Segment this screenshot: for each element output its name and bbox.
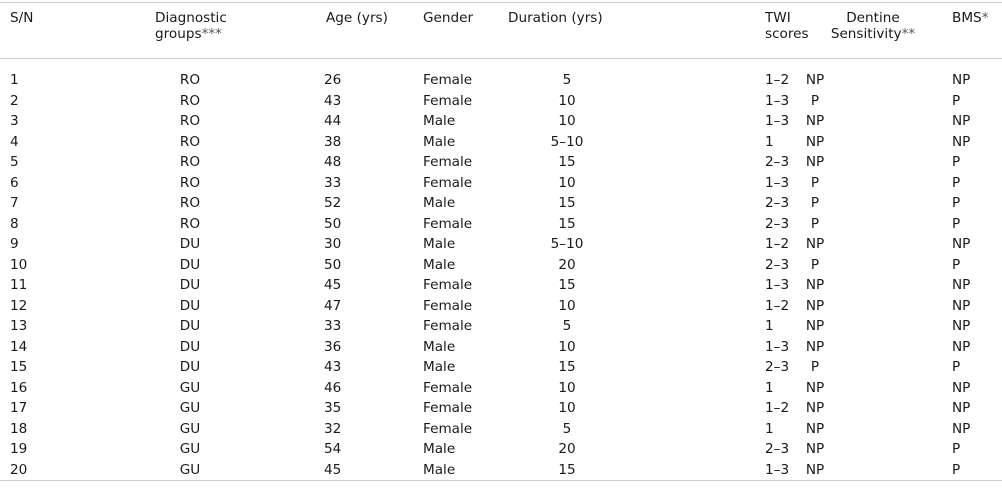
- cell-dentine-sensitivity: NP: [805, 441, 825, 457]
- header-dentine-sensitivity: Dentine Sensitivity**: [794, 3, 952, 59]
- cell-twi-score: 1–3: [765, 460, 794, 481]
- cell-gender: Female: [423, 420, 473, 437]
- cell-dentine-sensitivity: P: [810, 215, 820, 232]
- cell-twi-score: 1–3: [765, 113, 790, 129]
- table-body: [0, 59, 1002, 481]
- cell-gender: Male: [423, 359, 456, 375]
- cell-duration: 20: [558, 441, 576, 457]
- cell-bms: P: [952, 215, 961, 232]
- cell-twi-score: 1–3: [765, 277, 790, 293]
- cell-bms: P: [952, 174, 961, 191]
- cell-twi-score: 1: [765, 318, 774, 334]
- cell-diagnostic-group: GU: [56, 460, 324, 481]
- cell-age: 44: [324, 113, 342, 129]
- cell-duration: 10: [558, 113, 576, 129]
- cell-age: 33: [324, 318, 342, 334]
- cell-age: 43: [324, 359, 342, 375]
- cell-gender: Male: [423, 441, 456, 457]
- cell-diagnostic-group: DU: [179, 297, 201, 314]
- table-row: [0, 378, 1002, 399]
- cell-gender: Female: [423, 174, 473, 191]
- cell-dentine-sensitivity: NP: [805, 154, 825, 170]
- cell-duration: 5: [562, 72, 572, 88]
- cell-sn: 6: [10, 174, 19, 191]
- cell-duration: 10: [558, 297, 576, 314]
- cell-age: 38: [324, 133, 342, 150]
- cell-duration: 5: [562, 318, 572, 334]
- cell-diagnostic-group: RO: [179, 92, 201, 109]
- cell-twi-score: 2–3: [765, 215, 790, 232]
- table-row: [0, 91, 1002, 112]
- cell-duration: 10: [558, 174, 576, 191]
- header-sn: S/N: [0, 3, 56, 59]
- cell-age: 43: [324, 92, 342, 109]
- cell-gender: Female: [423, 215, 473, 232]
- cell-twi-score: 1–3: [765, 174, 790, 191]
- cell-dentine-sensitivity: NP: [794, 460, 952, 481]
- cell-duration: 5: [562, 420, 572, 437]
- cell-dentine-sensitivity: P: [810, 195, 820, 211]
- cell-sn: 8: [10, 215, 19, 232]
- footnote-mark-diagnostic: ***: [201, 26, 222, 42]
- table-row: [0, 132, 1002, 153]
- cell-age: 50: [324, 215, 342, 232]
- cell-twi-score: 1: [765, 379, 774, 396]
- cell-bms: P: [952, 92, 961, 109]
- cell-duration: 5–10: [550, 133, 584, 150]
- cell-gender: Male: [423, 195, 456, 211]
- cell-diagnostic-group: RO: [179, 174, 201, 191]
- cell-duration: 20: [558, 256, 576, 273]
- cell-diagnostic-group: DU: [179, 277, 201, 293]
- cell-gender: Female: [423, 277, 473, 293]
- cell-duration: 10: [558, 338, 576, 355]
- cell-sn: 19: [10, 441, 28, 457]
- cell-bms: P: [952, 154, 961, 170]
- cell-diagnostic-group: RO: [179, 133, 201, 150]
- cell-dentine-sensitivity: NP: [805, 72, 825, 88]
- header-row: [0, 3, 1002, 59]
- cell-duration: 15: [558, 359, 576, 375]
- cell-dentine-sensitivity: NP: [805, 133, 825, 150]
- table-row: [0, 357, 1002, 378]
- cell-sn: 13: [10, 318, 28, 334]
- cell-twi-score: 1: [765, 133, 774, 150]
- cell-bms: NP: [952, 318, 971, 334]
- cell-diagnostic-group: GU: [179, 441, 201, 457]
- cell-gender: Male: [423, 113, 456, 129]
- table-row: [0, 214, 1002, 235]
- spacer-row: [0, 59, 1002, 71]
- cell-age: 26: [324, 72, 342, 88]
- cell-dentine-sensitivity: P: [810, 174, 820, 191]
- cell-dentine-sensitivity: P: [810, 92, 820, 109]
- cell-age: 45: [324, 277, 342, 293]
- cell-diagnostic-group: GU: [179, 420, 201, 437]
- cell-twi-score: 2–3: [765, 441, 790, 457]
- cell-diagnostic-group: GU: [179, 379, 201, 396]
- cell-bms: NP: [952, 420, 971, 437]
- cell-sn: 20: [0, 460, 56, 481]
- cell-bms: P: [952, 195, 961, 211]
- table-row: [0, 316, 1002, 337]
- cell-age: 30: [324, 236, 342, 252]
- cell-dentine-sensitivity: NP: [805, 318, 825, 334]
- cell-diagnostic-group: RO: [179, 195, 201, 211]
- cell-bms: P: [952, 441, 961, 457]
- cell-bms: NP: [952, 133, 971, 150]
- header-age: Age (yrs): [324, 3, 407, 59]
- cell-duration: 15: [558, 215, 576, 232]
- cell-bms: P: [952, 359, 961, 375]
- table-row: [0, 296, 1002, 317]
- cell-gender: Female: [423, 72, 473, 88]
- cell-bms: P: [952, 256, 961, 273]
- cell-sn: 11: [10, 277, 28, 293]
- cell-dentine-sensitivity: P: [810, 359, 820, 375]
- table-row: [0, 337, 1002, 358]
- cell-dentine-sensitivity: NP: [805, 420, 825, 437]
- cell-bms: NP: [952, 379, 971, 396]
- cell-bms: NP: [952, 338, 971, 355]
- cell-twi-score: 1–3: [765, 338, 790, 355]
- table-row: [0, 419, 1002, 440]
- cell-sn: 14: [10, 338, 28, 355]
- cell-diagnostic-group: GU: [179, 400, 201, 416]
- cell-sn: 4: [10, 133, 19, 150]
- cell-sn: 1: [10, 72, 19, 88]
- cell-diagnostic-group: RO: [179, 72, 201, 88]
- cell-dentine-sensitivity: NP: [805, 236, 825, 252]
- cell-gender: Female: [423, 379, 473, 396]
- cell-sn: 17: [10, 400, 28, 416]
- cell-dentine-sensitivity: NP: [805, 338, 825, 355]
- cell-sn: 5: [10, 154, 19, 170]
- table-row: [0, 460, 1002, 481]
- header-diagnostic-groups: Diagnostic groups***: [56, 3, 324, 59]
- cell-age: 46: [324, 379, 342, 396]
- table-row: [0, 193, 1002, 214]
- cell-twi-score: 2–3: [765, 154, 790, 170]
- cell-sn: 9: [10, 236, 19, 252]
- cell-age: 52: [324, 195, 342, 211]
- cell-dentine-sensitivity: NP: [805, 277, 825, 293]
- cell-sn: 2: [10, 92, 19, 109]
- header-duration: Duration (yrs): [506, 3, 765, 59]
- cell-age: 54: [324, 441, 342, 457]
- cell-duration: 10: [558, 400, 576, 416]
- patient-table: [0, 2, 1002, 481]
- cell-duration: 15: [506, 460, 765, 481]
- cell-gender: Female: [423, 297, 473, 314]
- header-twi: TWI scores: [765, 3, 794, 59]
- cell-twi-score: 1–2: [765, 236, 790, 252]
- table-row: [0, 439, 1002, 460]
- cell-twi-score: 2–3: [765, 256, 790, 273]
- cell-twi-score: 1: [765, 420, 774, 437]
- header-bms: BMS*: [952, 3, 1002, 59]
- cell-age: 32: [324, 420, 342, 437]
- cell-sn: 16: [10, 379, 28, 396]
- cell-twi-score: 1–2: [765, 297, 790, 314]
- cell-bms: NP: [952, 400, 971, 416]
- table-row: [0, 152, 1002, 173]
- table-row: [0, 398, 1002, 419]
- cell-dentine-sensitivity: NP: [805, 297, 825, 314]
- cell-sn: 7: [10, 195, 19, 211]
- table-row: [0, 173, 1002, 194]
- cell-gender: Female: [423, 154, 473, 170]
- cell-age: 48: [324, 154, 342, 170]
- cell-bms: P: [952, 460, 1002, 481]
- cell-duration: 10: [558, 92, 576, 109]
- cell-age: 36: [324, 338, 342, 355]
- table-row: [0, 255, 1002, 276]
- cell-gender: Male: [423, 236, 456, 252]
- cell-diagnostic-group: RO: [179, 154, 201, 170]
- cell-gender: Female: [423, 400, 473, 416]
- cell-dentine-sensitivity: NP: [805, 400, 825, 416]
- table-row: [0, 70, 1002, 91]
- cell-sn: 15: [10, 359, 28, 375]
- cell-sn: 10: [10, 256, 28, 273]
- cell-duration: 15: [558, 154, 576, 170]
- cell-age: 47: [324, 297, 342, 314]
- header-gender: Gender: [407, 3, 506, 59]
- cell-dentine-sensitivity: NP: [805, 113, 825, 129]
- table-row: [0, 111, 1002, 132]
- cell-duration: 10: [558, 379, 576, 396]
- cell-gender: Female: [423, 92, 473, 109]
- cell-diagnostic-group: DU: [179, 318, 201, 334]
- cell-diagnostic-group: DU: [179, 236, 201, 252]
- table-row: [0, 275, 1002, 296]
- table-row: [0, 234, 1002, 255]
- cell-age: 33: [324, 174, 342, 191]
- cell-diagnostic-group: RO: [179, 215, 201, 232]
- footnote-mark-dentine: **: [901, 26, 916, 42]
- cell-diagnostic-group: DU: [179, 256, 201, 273]
- cell-gender: Male: [423, 133, 456, 150]
- cell-dentine-sensitivity: P: [810, 256, 820, 273]
- cell-dentine-sensitivity: NP: [805, 379, 825, 396]
- cell-diagnostic-group: DU: [179, 338, 201, 355]
- cell-twi-score: 1–3: [765, 92, 790, 109]
- cell-age: 45: [324, 460, 407, 481]
- cell-duration: 15: [558, 277, 576, 293]
- footnote-mark-bms: *: [981, 10, 989, 26]
- cell-age: 50: [324, 256, 342, 273]
- cell-gender: Female: [423, 318, 473, 334]
- cell-bms: NP: [952, 72, 971, 88]
- cell-twi-score: 2–3: [765, 359, 790, 375]
- cell-gender: Male: [423, 256, 456, 273]
- cell-sn: 12: [10, 297, 28, 314]
- cell-sn: 3: [10, 113, 19, 129]
- cell-age: 35: [324, 400, 342, 416]
- cell-bms: NP: [952, 113, 971, 129]
- cell-gender: Male: [407, 460, 506, 481]
- cell-diagnostic-group: RO: [179, 113, 201, 129]
- cell-bms: NP: [952, 277, 971, 293]
- cell-twi-score: 2–3: [765, 195, 790, 211]
- cell-duration: 15: [558, 195, 576, 211]
- cell-bms: NP: [952, 236, 971, 252]
- cell-bms: NP: [952, 297, 971, 314]
- cell-duration: 5–10: [550, 236, 584, 252]
- cell-twi-score: 1–2: [765, 72, 790, 88]
- cell-gender: Male: [423, 338, 456, 355]
- cell-twi-score: 1–2: [765, 400, 790, 416]
- cell-diagnostic-group: DU: [179, 359, 201, 375]
- cell-sn: 18: [10, 420, 28, 437]
